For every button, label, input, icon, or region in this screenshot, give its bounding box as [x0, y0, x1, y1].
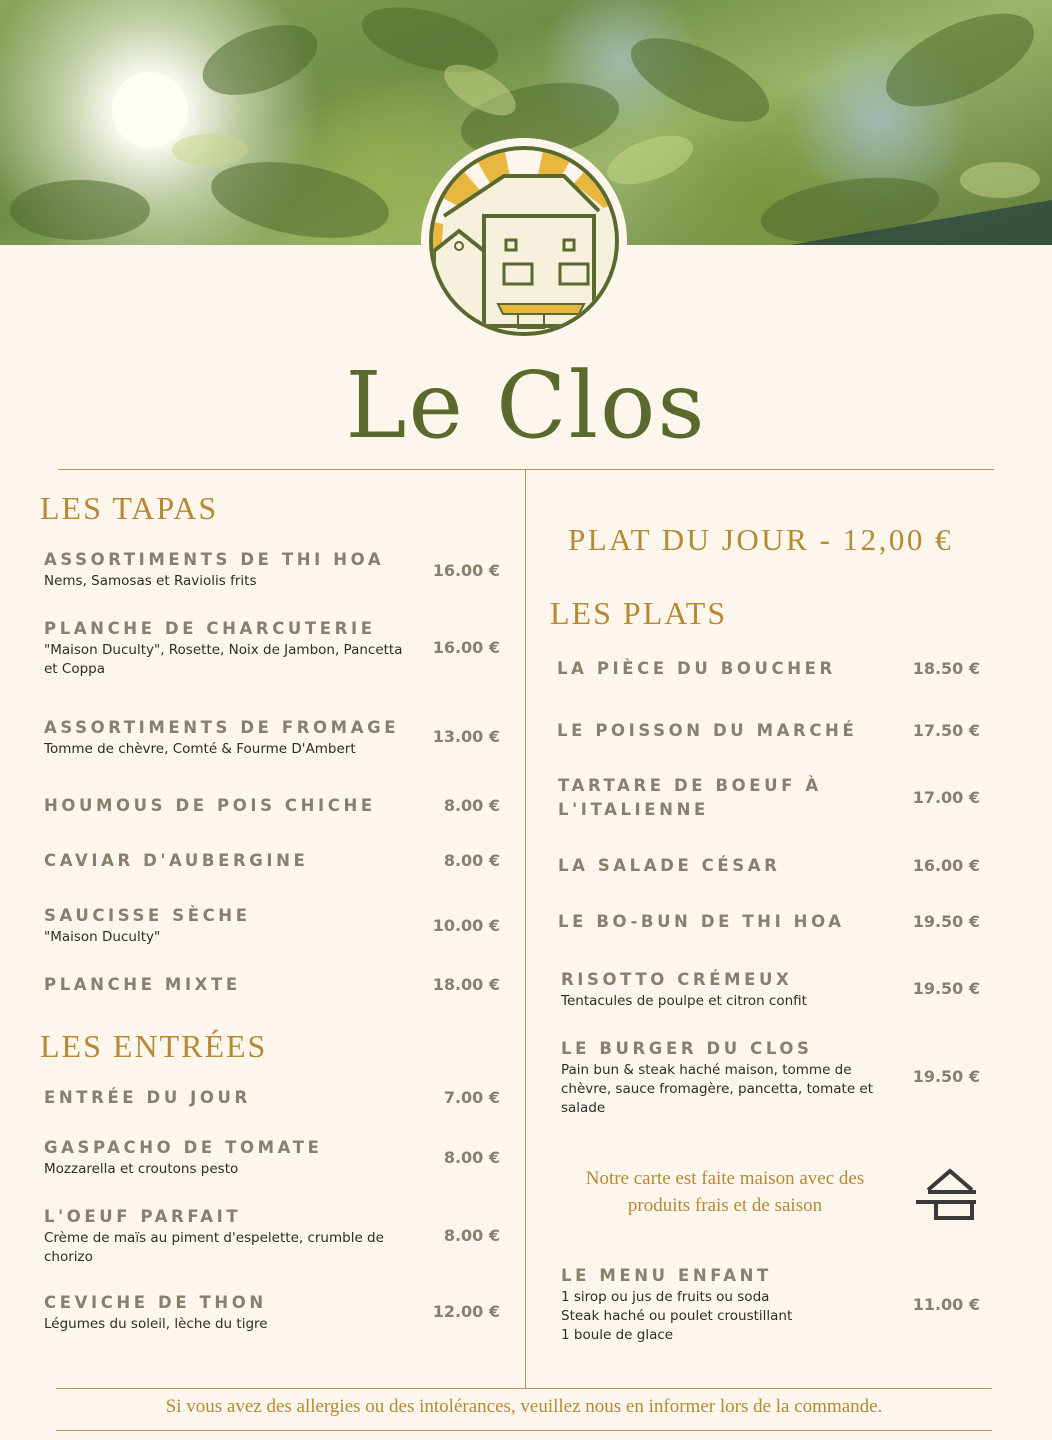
- allergy-notice: Si vous avez des allergies ou des intolérances, veuillez nous en informer lors de la commande.: [165, 1396, 883, 1417]
- menu-item: SAUCISSE SÈCHE "Maison Duculty": [44, 906, 251, 945]
- column-divider: [525, 470, 526, 1388]
- homemade-note: Notre carte est faite maison avec des produits frais et de saison: [585, 1168, 865, 1216]
- menu-item-price: 19.50 €: [912, 979, 980, 998]
- menu-item-enfant: LE MENU ENFANT 1 sirop ou jus de fruits ou soda Steak haché ou poulet croustillant 1 boule de glace: [561, 1266, 793, 1343]
- menu-item: LA SALADE CÉSAR: [558, 856, 781, 875]
- footer-divider-bottom: [56, 1430, 992, 1431]
- logo-house-icon: [414, 136, 634, 346]
- menu-item-price: 12.00 €: [432, 1302, 500, 1321]
- menu-item-price: 16.00 €: [912, 856, 980, 875]
- restaurant-name: Le Clos: [345, 352, 707, 459]
- menu-item-price: 19.50 €: [912, 912, 980, 931]
- menu-item: CEVICHE DE THON Légumes du soleil, lèche du tigre: [44, 1293, 268, 1332]
- menu-item: CAVIAR D'AUBERGINE: [44, 851, 309, 870]
- menu-item: ENTRÉE DU JOUR: [44, 1088, 251, 1107]
- section-title-tapas: LES TAPAS: [40, 490, 219, 526]
- menu-item: LE POISSON DU MARCHÉ: [557, 721, 858, 740]
- menu-item: LE BURGER DU CLOS Pain bun & steak haché maison, tomme de chèvre, sauce fromagère, pancetta, tomate et salade: [561, 1039, 874, 1116]
- menu-item-price: 7.00 €: [443, 1088, 500, 1107]
- menu-item-price: 17.00 €: [912, 788, 980, 807]
- menu-item: RISOTTO CRÉMEUX Tentacules de poulpe et citron confit: [561, 970, 807, 1009]
- menu-item-price: 17.50 €: [912, 721, 980, 740]
- section-title-entrees: LES ENTRÉES: [40, 1028, 268, 1064]
- menu-item-price: 8.00 €: [443, 796, 500, 815]
- menu-item-price: 8.00 €: [443, 1148, 500, 1167]
- house-outline-icon: [914, 1166, 980, 1222]
- menu-item-price: 10.00 €: [432, 916, 500, 935]
- top-divider: [58, 469, 994, 470]
- menu-item: ASSORTIMENTS DE THI HOA Nems, Samosas et Raviolis frits: [44, 550, 385, 589]
- footer-divider-top: [56, 1388, 992, 1389]
- plat-du-jour: PLAT DU JOUR - 12,00 €: [568, 522, 954, 557]
- menu-item: PLANCHE MIXTE: [44, 975, 241, 994]
- menu-item: LE BO-BUN DE THI HOA: [558, 912, 845, 931]
- menu-item: ASSORTIMENTS DE FROMAGE Tomme de chèvre, Comté & Fourme D'Ambert: [44, 718, 400, 757]
- menu-item: GASPACHO DE TOMATE Mozzarella et croutons pesto: [44, 1138, 323, 1177]
- menu-item: TARTARE DE BOEUF À L'ITALIENNE: [558, 776, 822, 819]
- menu-item-price: 16.00 €: [432, 561, 500, 580]
- menu-item-price: 18.00 €: [432, 975, 500, 994]
- menu-item: PLANCHE DE CHARCUTERIE "Maison Duculty", Rosette, Noix de Jambon, Pancetta et Coppa: [44, 619, 403, 677]
- menu-item-price: 13.00 €: [432, 727, 500, 746]
- menu-item: LA PIÈCE DU BOUCHER: [557, 659, 836, 678]
- menu-item-price: 16.00 €: [432, 638, 500, 657]
- menu-item-price: 18.50 €: [912, 659, 980, 678]
- menu-item: L'OEUF PARFAIT Crème de maïs au piment d'espelette, crumble de chorizo: [44, 1207, 384, 1265]
- menu-item-price: 8.00 €: [443, 1226, 500, 1245]
- section-title-plats: LES PLATS: [550, 595, 728, 631]
- menu-item-price: 8.00 €: [443, 851, 500, 870]
- menu-item-price: 11.00 €: [912, 1295, 980, 1314]
- menu-item-price: 19.50 €: [912, 1067, 980, 1086]
- menu-item: HOUMOUS DE POIS CHICHE: [44, 796, 376, 815]
